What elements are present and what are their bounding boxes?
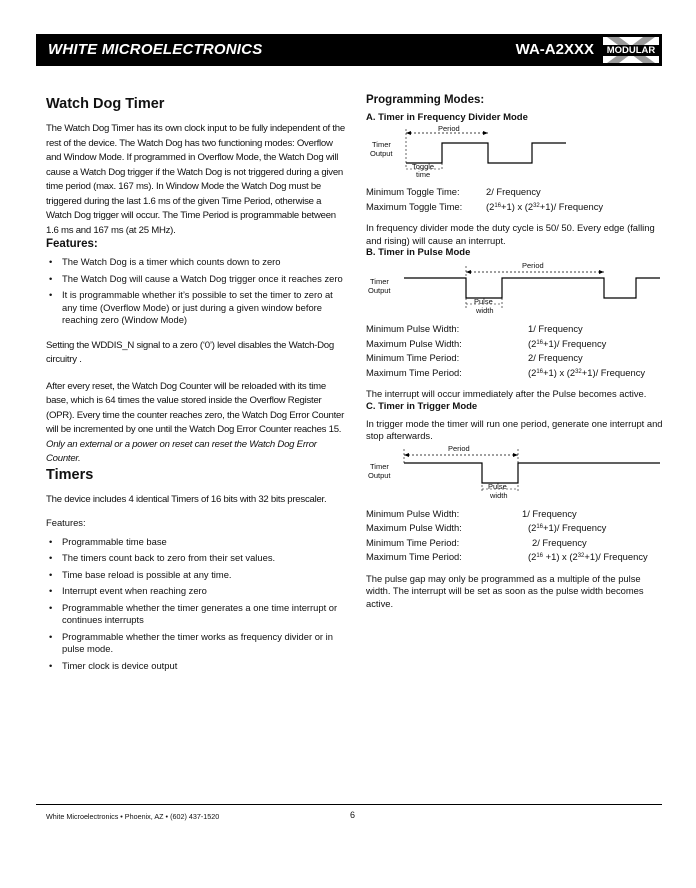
list-item: • The Watch Dog is a timer which counts down to zero: [46, 256, 346, 269]
list-item: • Timer clock is device output: [46, 660, 346, 673]
trigger-mode-diagram: [366, 443, 666, 501]
spec-value: 2/ Frequency: [528, 352, 583, 363]
list-item: • Interrupt event when reaching zero: [46, 585, 346, 598]
table-row: [366, 337, 664, 352]
pulse-mode-diagram: [366, 261, 666, 316]
spec-key: Maximum Pulse Width:: [366, 522, 462, 533]
spec-key: Minimum Pulse Width:: [366, 323, 460, 334]
frequency-divider-waveform: [366, 129, 664, 179]
spec-value: 2/ Frequency: [486, 186, 541, 197]
table-row: [366, 536, 664, 551]
list-item: • It is programmable whether it’s possible to set the timer to zero at any time (Overflow Mode) or just during a given window before reaching zero (Window Mode): [46, 289, 346, 327]
spec-value: 1/ Frequency: [522, 507, 577, 519]
mode-a-title: A. Timer in Frequency Divider Mode: [366, 112, 528, 123]
timers-features-label: Features:: [46, 517, 86, 528]
watchdog-intro: The Watch Dog Timer has its own clock input to be fully independent of the rest of the device. The Watch Dog has two functioning modes: Overflow and Window Mode. If programmed in Overflow Mode, the Watch Dog will cause a Watch Dog trigger if the Watch Dog is not triggered during a given time period (max. 167 ms). In Window Mode the Watch Dog must be triggered during the last 1.6 ms of the given Time Period, otherwise a Watch Dog trigger will occur. The Time Period is programmable between 1.6 ms and 167 ms (at 25 MHz).: [46, 123, 345, 236]
watchdog-title: Watch Dog Timer: [46, 96, 165, 112]
mode-a-note: In frequency divider mode the duty cycle is 50/ 50. Every edge (falling and rising) will cause an interrupt.: [366, 222, 655, 246]
mode-c-specs: [366, 507, 664, 565]
diagram-period-label: Period: [438, 124, 460, 133]
table-row: [366, 322, 664, 337]
spec-value: $(2^{16}+1)/$ Frequency: [528, 522, 607, 533]
frequency-divider-diagram: [366, 124, 666, 179]
diagram-pulse-label: Pulse: [488, 481, 507, 491]
spec-value: 1/ Frequency: [528, 323, 583, 334]
table-row: [366, 185, 664, 200]
mode-c-title: C. Timer in Trigger Mode: [366, 400, 478, 412]
table-row: [366, 366, 664, 381]
table-row: [366, 200, 664, 215]
timers-features-list: [46, 536, 346, 673]
list-item: • The Watch Dog will cause a Watch Dog trigger once it reaches zero: [46, 273, 346, 286]
modular-logo: [602, 36, 660, 64]
pulse-mode-waveform: [366, 261, 664, 316]
trigger-mode-waveform: [366, 443, 664, 501]
mode-c-note: The pulse gap may only be programmed as a multiple of the pulse width. The interrupt will be set as soon as the pulse width becomes active.: [366, 572, 644, 609]
programming-modes-title: Programming Modes:: [366, 94, 485, 106]
table-row: [366, 550, 664, 565]
list-item: • Time base reload is possible at any time.: [46, 569, 346, 582]
diagram-width-label: width: [476, 306, 494, 315]
mode-c-intro: In trigger mode the timer will run one period, generate one interrupt and stop afterwards.: [366, 417, 663, 441]
reset-text: After every reset, the Watch Dog Counter will be reloaded with its time base, which is 64 times the value stored inside the Overflow Register (OPR). Every time the counter reaches zero, the Watch Dog Error Counter will be incremented by one until the Watch Dog Error Counter reaches 15.: [46, 380, 345, 435]
diagram-timer-label: Timer: [372, 140, 391, 149]
spec-key: Minimum Pulse Width:: [366, 507, 460, 519]
list-item: • Programmable whether the timer generates a one time interrupt or continues interrupts: [46, 602, 346, 627]
diagram-time-label: time: [416, 170, 431, 179]
spec-key: Maximum Pulse Width:: [366, 337, 462, 349]
table-row: [366, 507, 664, 522]
features-heading: Features:: [46, 238, 98, 250]
spec-key: Maximum Toggle Time:: [366, 200, 463, 212]
mode-b-specs: [366, 322, 664, 380]
diagram-timer-label: Timer: [370, 461, 389, 471]
spec-key: Minimum Time Period:: [366, 352, 460, 363]
diagram-output-label: Output: [368, 286, 391, 295]
brand-name: WHITE MICROELECTRONICS: [48, 41, 263, 58]
right-column: [366, 90, 664, 610]
list-item: • The timers count back to zero from their set values.: [46, 552, 346, 565]
diagram-period-label: Period: [448, 443, 470, 453]
spec-key: Minimum Toggle Time:: [366, 186, 460, 197]
diagram-output-label: Output: [370, 149, 393, 158]
watchdog-features-list: [46, 256, 346, 327]
spec-value: $(2^{16}+1)/$ Frequency: [528, 337, 607, 349]
left-column: [46, 90, 346, 676]
spec-key: Minimum Time Period:: [366, 536, 460, 548]
diagram-timer-label: Timer: [370, 277, 389, 286]
list-item: • Programmable whether the timer works as frequency divider or in pulse mode.: [46, 631, 346, 656]
reset-paragraph: [46, 380, 346, 467]
timers-intro: The device includes 4 identical Timers of 16 bits with 32 bits prescaler.: [46, 493, 327, 505]
logo-text: MODULAR: [606, 45, 656, 56]
spec-value: $(2^{16} +1)$ x $(2^{32}+1)/$ Frequency: [528, 551, 648, 562]
part-number: WA-A2XXX: [515, 41, 594, 58]
diagram-width-label: width: [490, 490, 508, 500]
mode-a-specs: [366, 185, 664, 214]
table-row: [366, 521, 664, 536]
list-item: • Programmable time base: [46, 536, 346, 549]
wddis-paragraph: Setting the WDDIS_N signal to a zero (‘0’) level disables the Watch-Dog circuitry .: [46, 339, 334, 365]
reset-italic-note: Only an external or a power on reset can reset the Watch Dog Error Counter.: [46, 438, 317, 464]
table-row: [366, 351, 664, 366]
footer-company: White Microelectronics • Phoenix, AZ • (602) 437-1520: [46, 812, 220, 821]
diagram-toggle-label: Toggle: [412, 162, 435, 171]
spec-key: Maximum Time Period:: [366, 366, 462, 378]
page-number: 6: [350, 810, 356, 820]
diagram-period-label: Period: [522, 261, 544, 270]
mode-b-title: B. Timer in Pulse Mode: [366, 247, 471, 258]
header-bar: [36, 34, 662, 66]
diagram-output-label: Output: [368, 470, 391, 480]
diagram-pulse-label: Pulse: [474, 297, 493, 306]
spec-value: $(2^{16}+1)$ x $(2^{32}+1)/$ Frequency: [528, 366, 646, 378]
mode-b-note: The interrupt will occur immediately after the Pulse becomes active.: [366, 388, 647, 399]
spec-value: $(2^{16}+1)$ x $(2^{32}+1)/$ Frequency: [486, 200, 604, 212]
footer-divider: [36, 804, 662, 805]
spec-key: Maximum Time Period:: [366, 551, 462, 562]
spec-value: 2/ Frequency: [532, 536, 587, 548]
timers-title: Timers: [46, 466, 94, 483]
